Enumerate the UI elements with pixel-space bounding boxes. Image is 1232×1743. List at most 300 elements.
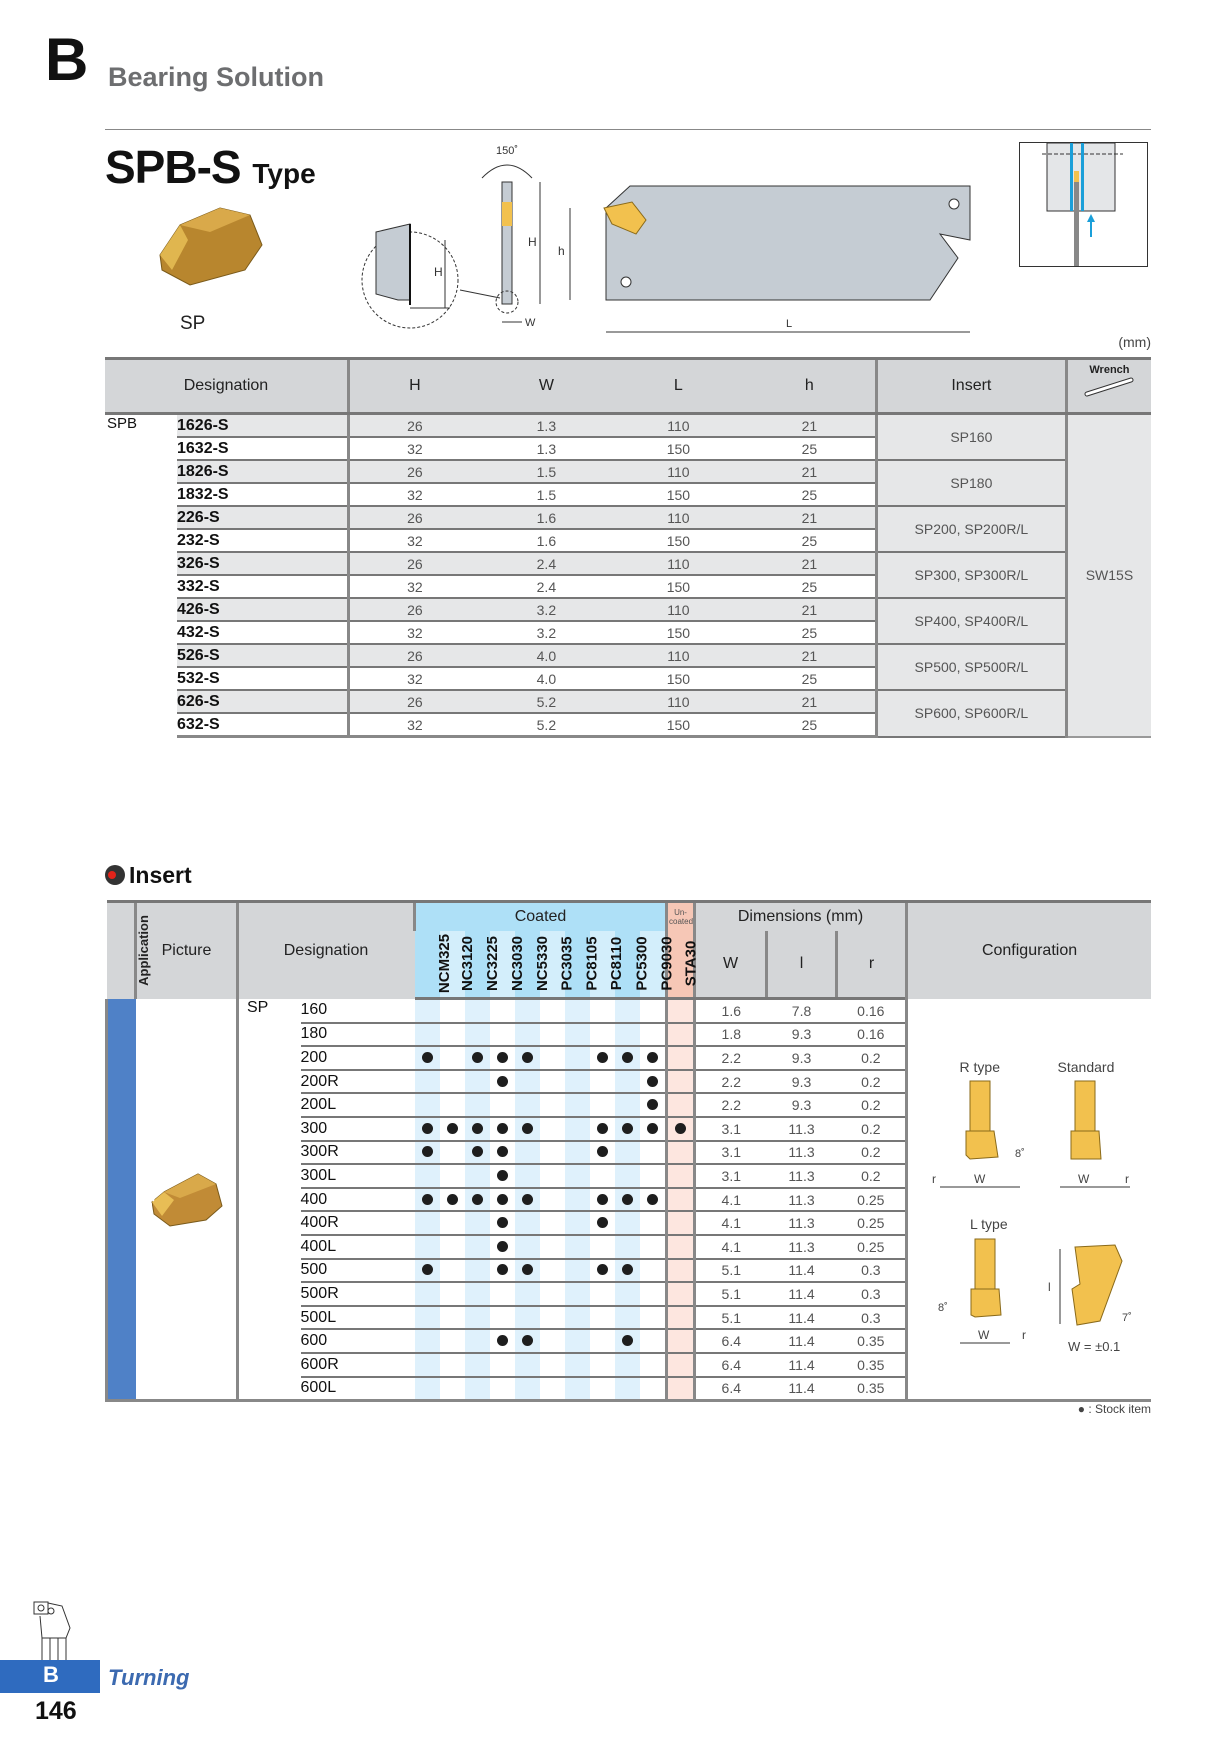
col-group-dimensions: Dimensions (mm) <box>695 902 907 932</box>
stock-cell-pc8105 <box>565 1259 590 1283</box>
stock-cell-pc5300 <box>615 1023 640 1047</box>
stock-dot-icon <box>597 1264 608 1275</box>
holder-code: 432-S <box>177 621 348 644</box>
insert-W: 6.4 <box>695 1329 767 1353</box>
insert-code: 400R <box>301 1211 415 1235</box>
stock-dot-icon <box>497 1194 508 1205</box>
stock-cell-nc3030 <box>490 1117 515 1141</box>
stock-cell-pc9030 <box>640 1023 667 1047</box>
insert-W: 1.6 <box>695 999 767 1023</box>
stock-cell-pc9030 <box>640 1188 667 1212</box>
insert-r: 0.3 <box>837 1259 907 1283</box>
stock-cell-pc9030 <box>640 1353 667 1377</box>
holder-W: 1.3 <box>480 437 613 460</box>
stock-cell-nc3120 <box>440 1117 465 1141</box>
col-wrench <box>1066 359 1151 414</box>
stock-dot-icon <box>472 1123 483 1134</box>
insert-r: 0.25 <box>837 1211 907 1235</box>
grade-header-pc5300: PC5300 <box>615 931 640 999</box>
holder-H: 32 <box>348 437 480 460</box>
insert-r: 0.35 <box>837 1377 907 1401</box>
stock-dot-icon <box>597 1194 608 1205</box>
stock-cell-nc3030 <box>490 1353 515 1377</box>
section-letter: B <box>45 26 89 93</box>
stock-cell-nc3030 <box>490 1093 515 1117</box>
svg-text:7˚: 7˚ <box>1121 1311 1132 1324</box>
insert-code: 200L <box>301 1093 415 1117</box>
page-number: 146 <box>35 1697 77 1725</box>
diagram-angle-label: 150˚ <box>496 145 519 157</box>
stock-cell-sta30 <box>667 1070 695 1094</box>
stock-cell-pc3035 <box>540 1211 565 1235</box>
insert-W: 1.8 <box>695 1023 767 1047</box>
stock-cell-pc8105 <box>565 1141 590 1165</box>
stock-dot-icon <box>522 1052 533 1063</box>
stock-cell-pc5300 <box>615 1377 640 1401</box>
col-configuration: Configuration <box>907 902 1151 999</box>
holder-W: 4.0 <box>480 644 613 667</box>
insert-r: 0.2 <box>837 1070 907 1094</box>
section-title: Bearing Solution <box>108 62 324 92</box>
holder-row <box>105 460 1151 483</box>
insert-code: 200 <box>301 1046 415 1070</box>
stock-cell-sta30 <box>667 1093 695 1117</box>
holder-W: 4.0 <box>480 667 613 690</box>
grade-header-ncm325: NCM325 <box>415 931 440 999</box>
stock-cell-sta30 <box>667 1141 695 1165</box>
stock-cell-nc5330 <box>515 1235 540 1259</box>
insert-code: 600 <box>301 1329 415 1353</box>
stock-cell-nc3225 <box>465 1141 490 1165</box>
insert-W: 2.2 <box>695 1046 767 1070</box>
col-dim-r: r <box>837 931 907 999</box>
stock-cell-pc8105 <box>565 1377 590 1401</box>
insert-picture-icon <box>146 1162 226 1232</box>
stock-cell-ncm325 <box>415 1164 440 1188</box>
stock-dot-icon <box>447 1123 458 1134</box>
stock-cell-pc5300 <box>615 1282 640 1306</box>
col-dim-W: W <box>695 931 767 999</box>
insert-l: 11.4 <box>767 1329 837 1353</box>
stock-cell-ncm325 <box>415 1188 440 1212</box>
stock-cell-pc9030 <box>640 1329 667 1353</box>
stock-cell-nc3225 <box>465 1353 490 1377</box>
svg-text:W: W <box>1077 1171 1089 1186</box>
col-H: H <box>348 359 480 414</box>
svg-text:8˚: 8˚ <box>937 1301 948 1314</box>
svg-text:r: r <box>931 1171 936 1186</box>
stock-cell-pc9030 <box>640 1141 667 1165</box>
holder-table-header <box>105 359 1151 414</box>
stock-cell-pc5300 <box>615 1141 640 1165</box>
stock-cell-pc8105 <box>565 1070 590 1094</box>
stock-cell-pc9030 <box>640 1046 667 1070</box>
holder-code: 526-S <box>177 644 348 667</box>
col-group-uncoated: Un-coated <box>667 902 695 932</box>
holder-row <box>105 644 1151 667</box>
grade-header-nc3225: NC3225 <box>465 931 490 999</box>
grade-header-pc9030: PC9030 <box>640 931 667 999</box>
insert-r: 0.25 <box>837 1235 907 1259</box>
cfg-standard-label: Standard <box>1057 1058 1115 1075</box>
holder-h: 21 <box>744 644 877 667</box>
stock-cell-nc5330 <box>515 1070 540 1094</box>
stock-cell-pc8105 <box>565 999 590 1023</box>
holder-W: 1.5 <box>480 460 613 483</box>
stock-dot-icon <box>497 1264 508 1275</box>
stock-cell-nc3120 <box>440 1306 465 1330</box>
stock-cell-pc3035 <box>540 1188 565 1212</box>
stock-cell-pc8110 <box>590 1282 615 1306</box>
wrench-icon <box>1081 376 1137 398</box>
insert-r: 0.2 <box>837 1164 907 1188</box>
holder-h: 21 <box>744 552 877 575</box>
stock-dot-icon <box>647 1194 658 1205</box>
stock-cell-nc3225 <box>465 1329 490 1353</box>
stock-dot-icon <box>622 1194 633 1205</box>
holder-row <box>105 552 1151 575</box>
svg-text:W: W <box>973 1171 985 1186</box>
footer-section-letter: B <box>43 1662 59 1687</box>
insert-r: 0.3 <box>837 1306 907 1330</box>
stock-cell-sta30 <box>667 1188 695 1212</box>
insert-l: 11.3 <box>767 1117 837 1141</box>
insert-r: 0.35 <box>837 1329 907 1353</box>
stock-cell-ncm325 <box>415 1117 440 1141</box>
stock-dot-icon <box>597 1217 608 1228</box>
stock-cell-pc9030 <box>640 999 667 1023</box>
holder-insert: SP160 <box>876 414 1066 461</box>
stock-cell-pc9030 <box>640 1235 667 1259</box>
insert-l: 9.3 <box>767 1070 837 1094</box>
stock-cell-sta30 <box>667 1164 695 1188</box>
insert-section-title <box>105 862 192 889</box>
insert-code: 300L <box>301 1164 415 1188</box>
stock-cell-nc3030 <box>490 1329 515 1353</box>
col-W: W <box>480 359 613 414</box>
insert-r: 0.25 <box>837 1188 907 1212</box>
stock-cell-pc8105 <box>565 1046 590 1070</box>
holder-W: 1.3 <box>480 414 613 438</box>
holder-L: 110 <box>613 414 744 438</box>
holder-W: 2.4 <box>480 575 613 598</box>
holder-code: 532-S <box>177 667 348 690</box>
setup-diagram <box>1019 142 1149 268</box>
holder-H: 26 <box>348 414 480 438</box>
stock-cell-sta30 <box>667 1353 695 1377</box>
stock-cell-nc3120 <box>440 1188 465 1212</box>
stock-cell-nc3120 <box>440 1353 465 1377</box>
holder-L: 110 <box>613 598 744 621</box>
stock-cell-pc8110 <box>590 999 615 1023</box>
insert-code: 300R <box>301 1141 415 1165</box>
cfg-r-type-label: R type <box>959 1058 1000 1075</box>
stock-cell-nc3120 <box>440 1329 465 1353</box>
stock-cell-nc3225 <box>465 1188 490 1212</box>
col-application: Application <box>107 902 136 999</box>
stock-cell-ncm325 <box>415 1353 440 1377</box>
stock-cell-nc3030 <box>490 999 515 1023</box>
insert-l: 9.3 <box>767 1093 837 1117</box>
application-cell: Parting tools <box>107 999 136 1401</box>
holder-H: 26 <box>348 506 480 529</box>
stock-cell-pc8105 <box>565 1188 590 1212</box>
stock-cell-nc3120 <box>440 1282 465 1306</box>
stock-legend: ● : Stock item <box>1077 1402 1151 1416</box>
stock-cell-pc8110 <box>590 1093 615 1117</box>
stock-cell-pc5300 <box>615 1329 640 1353</box>
stock-cell-pc8110 <box>590 1353 615 1377</box>
stock-cell-sta30 <box>667 1046 695 1070</box>
stock-cell-nc5330 <box>515 1023 540 1047</box>
stock-cell-pc5300 <box>615 1117 640 1141</box>
holder-row <box>105 598 1151 621</box>
stock-cell-pc5300 <box>615 1093 640 1117</box>
insert-caption: SP <box>180 313 206 334</box>
stock-cell-pc3035 <box>540 1329 565 1353</box>
stock-cell-sta30 <box>667 1117 695 1141</box>
holder-H: 32 <box>348 483 480 506</box>
stock-cell-ncm325 <box>415 1377 440 1401</box>
stock-cell-pc3035 <box>540 999 565 1023</box>
stock-cell-nc3030 <box>490 1282 515 1306</box>
insert-W: 3.1 <box>695 1164 767 1188</box>
stock-cell-ncm325 <box>415 999 440 1023</box>
holder-code: 1626-S <box>177 414 348 438</box>
stock-cell-nc3030 <box>490 1070 515 1094</box>
stock-dot-icon <box>472 1194 483 1205</box>
holder-h: 21 <box>744 506 877 529</box>
stock-cell-nc3030 <box>490 1235 515 1259</box>
insert-code: 600L <box>301 1377 415 1401</box>
stock-cell-pc8105 <box>565 1282 590 1306</box>
stock-dot-icon <box>422 1146 433 1157</box>
stock-cell-sta30 <box>667 1023 695 1047</box>
stock-dot-icon <box>647 1123 658 1134</box>
stock-dot-icon <box>622 1052 633 1063</box>
grade-header-pc3035: PC3035 <box>540 931 565 999</box>
holder-L: 150 <box>613 575 744 598</box>
insert-l: 11.3 <box>767 1141 837 1165</box>
stock-dot-icon <box>497 1335 508 1346</box>
stock-cell-nc5330 <box>515 1046 540 1070</box>
stock-cell-nc5330 <box>515 1377 540 1401</box>
insert-code: 400L <box>301 1235 415 1259</box>
stock-cell-pc3035 <box>540 1141 565 1165</box>
svg-text:r: r <box>1021 1327 1026 1342</box>
stock-cell-nc3225 <box>465 1211 490 1235</box>
stock-cell-pc3035 <box>540 1377 565 1401</box>
stock-cell-nc3030 <box>490 1046 515 1070</box>
stock-cell-nc3120 <box>440 1023 465 1047</box>
insert-r: 0.3 <box>837 1282 907 1306</box>
col-designation: Designation <box>238 902 415 999</box>
stock-cell-nc3120 <box>440 1377 465 1401</box>
holder-code: 632-S <box>177 713 348 737</box>
stock-dot-icon <box>472 1146 483 1157</box>
holder-L: 150 <box>613 437 744 460</box>
insert-l: 11.4 <box>767 1282 837 1306</box>
stock-cell-nc3120 <box>440 1070 465 1094</box>
product-title <box>105 140 316 194</box>
stock-cell-nc3120 <box>440 1046 465 1070</box>
stock-cell-pc9030 <box>640 1117 667 1141</box>
configuration-diagrams <box>930 1079 1140 1379</box>
product-title-suffix: Type <box>252 158 316 189</box>
insert-W: 5.1 <box>695 1282 767 1306</box>
holder-W: 5.2 <box>480 713 613 737</box>
holder-L: 110 <box>613 644 744 667</box>
holder-code: 426-S <box>177 598 348 621</box>
holder-code: 626-S <box>177 690 348 713</box>
holder-W: 2.4 <box>480 552 613 575</box>
stock-cell-pc5300 <box>615 1259 640 1283</box>
stock-cell-ncm325 <box>415 1306 440 1330</box>
stock-cell-pc5300 <box>615 1235 640 1259</box>
stock-cell-sta30 <box>667 999 695 1023</box>
insert-W: 3.1 <box>695 1141 767 1165</box>
insert-l: 11.3 <box>767 1235 837 1259</box>
stock-cell-sta30 <box>667 1282 695 1306</box>
stock-cell-pc3035 <box>540 1282 565 1306</box>
insert-prefix: SP <box>238 999 301 1401</box>
stock-dot-icon <box>422 1123 433 1134</box>
holder-insert: SP180 <box>876 460 1066 506</box>
stock-cell-pc3035 <box>540 1046 565 1070</box>
stock-cell-nc5330 <box>515 1282 540 1306</box>
stock-cell-pc9030 <box>640 1259 667 1283</box>
diagram-label-H: H <box>528 235 537 249</box>
insert-r: 0.16 <box>837 1023 907 1047</box>
stock-cell-ncm325 <box>415 1211 440 1235</box>
stock-cell-nc5330 <box>515 1093 540 1117</box>
r-type-insert-icon <box>932 1081 1025 1187</box>
standard-insert-icon <box>1060 1081 1130 1187</box>
stock-dot-icon <box>422 1264 433 1275</box>
holder-L: 150 <box>613 483 744 506</box>
stock-cell-pc9030 <box>640 1282 667 1306</box>
stock-dot-icon <box>597 1146 608 1157</box>
stock-cell-nc3030 <box>490 1164 515 1188</box>
insert-r: 0.2 <box>837 1141 907 1165</box>
stock-dot-icon <box>522 1123 533 1134</box>
stock-cell-pc3035 <box>540 1259 565 1283</box>
diagram-label-L: L <box>786 318 793 330</box>
holder-code: 1832-S <box>177 483 348 506</box>
holder-diagram <box>350 140 990 340</box>
stock-cell-pc3035 <box>540 1164 565 1188</box>
header-divider <box>105 129 1151 130</box>
stock-cell-pc5300 <box>615 1070 640 1094</box>
stock-cell-ncm325 <box>415 1141 440 1165</box>
holder-h: 25 <box>744 621 877 644</box>
stock-cell-pc3035 <box>540 1353 565 1377</box>
stock-dot-icon <box>497 1146 508 1157</box>
holder-insert: SP300, SP300R/L <box>876 552 1066 598</box>
holder-h: 25 <box>744 575 877 598</box>
stock-cell-pc3035 <box>540 1235 565 1259</box>
holder-code: 1826-S <box>177 460 348 483</box>
insert-W: 2.2 <box>695 1093 767 1117</box>
insert-W: 6.4 <box>695 1377 767 1401</box>
stock-cell-nc3120 <box>440 1235 465 1259</box>
stock-cell-pc3035 <box>540 1023 565 1047</box>
product-code: SPB-S <box>105 141 241 193</box>
stock-cell-nc3030 <box>490 1023 515 1047</box>
stock-cell-nc3225 <box>465 1306 490 1330</box>
stock-cell-pc8110 <box>590 1377 615 1401</box>
insert-r: 0.2 <box>837 1046 907 1070</box>
holder-H: 32 <box>348 575 480 598</box>
holder-H: 26 <box>348 460 480 483</box>
stock-cell-pc9030 <box>640 1306 667 1330</box>
holder-L: 110 <box>613 460 744 483</box>
stock-cell-nc3030 <box>490 1188 515 1212</box>
stock-cell-nc3225 <box>465 1117 490 1141</box>
stock-cell-pc8110 <box>590 1329 615 1353</box>
holder-h: 25 <box>744 483 877 506</box>
svg-text:r: r <box>1124 1171 1129 1186</box>
stock-cell-pc3035 <box>540 1117 565 1141</box>
stock-dot-icon <box>597 1123 608 1134</box>
stock-cell-pc8110 <box>590 1164 615 1188</box>
holder-L: 110 <box>613 552 744 575</box>
stock-cell-pc8105 <box>565 1093 590 1117</box>
insert-row <box>107 999 1152 1023</box>
insert-l: 11.4 <box>767 1377 837 1401</box>
stock-dot-icon <box>647 1052 658 1063</box>
stock-cell-nc5330 <box>515 1259 540 1283</box>
insert-code: 180 <box>301 1023 415 1047</box>
stock-cell-nc3225 <box>465 999 490 1023</box>
stock-cell-pc8110 <box>590 1117 615 1141</box>
insert-code: 300 <box>301 1117 415 1141</box>
stock-cell-nc3225 <box>465 1235 490 1259</box>
holder-row <box>105 690 1151 713</box>
holder-insert: SP200, SP200R/L <box>876 506 1066 552</box>
stock-cell-nc3225 <box>465 1046 490 1070</box>
holder-h: 25 <box>744 713 877 737</box>
holder-H: 32 <box>348 621 480 644</box>
holder-insert: SP400, SP400R/L <box>876 598 1066 644</box>
holder-h: 21 <box>744 598 877 621</box>
unit-note: (mm) <box>1118 334 1151 350</box>
stock-dot-icon <box>422 1194 433 1205</box>
stock-cell-pc9030 <box>640 1070 667 1094</box>
stock-cell-pc8110 <box>590 1141 615 1165</box>
stock-cell-sta30 <box>667 1377 695 1401</box>
stock-cell-nc3225 <box>465 1282 490 1306</box>
holder-code: 226-S <box>177 506 348 529</box>
configuration-cell <box>907 999 1151 1401</box>
holder-h: 21 <box>744 460 877 483</box>
grade-header-sta30: STA30 <box>667 931 695 999</box>
insert-r: 0.35 <box>837 1353 907 1377</box>
stock-dot-icon <box>622 1123 633 1134</box>
stock-cell-nc5330 <box>515 1117 540 1141</box>
stock-cell-pc8110 <box>590 1023 615 1047</box>
insert-W: 4.1 <box>695 1211 767 1235</box>
col-designation: Designation <box>105 359 348 414</box>
stock-cell-nc3120 <box>440 1211 465 1235</box>
holder-row <box>105 414 1151 438</box>
insert-l: 7.8 <box>767 999 837 1023</box>
holder-h: 25 <box>744 529 877 552</box>
insert-W: 2.2 <box>695 1070 767 1094</box>
svg-text:l: l <box>1047 1279 1051 1294</box>
insert-l: 9.3 <box>767 1046 837 1070</box>
holder-code: 232-S <box>177 529 348 552</box>
